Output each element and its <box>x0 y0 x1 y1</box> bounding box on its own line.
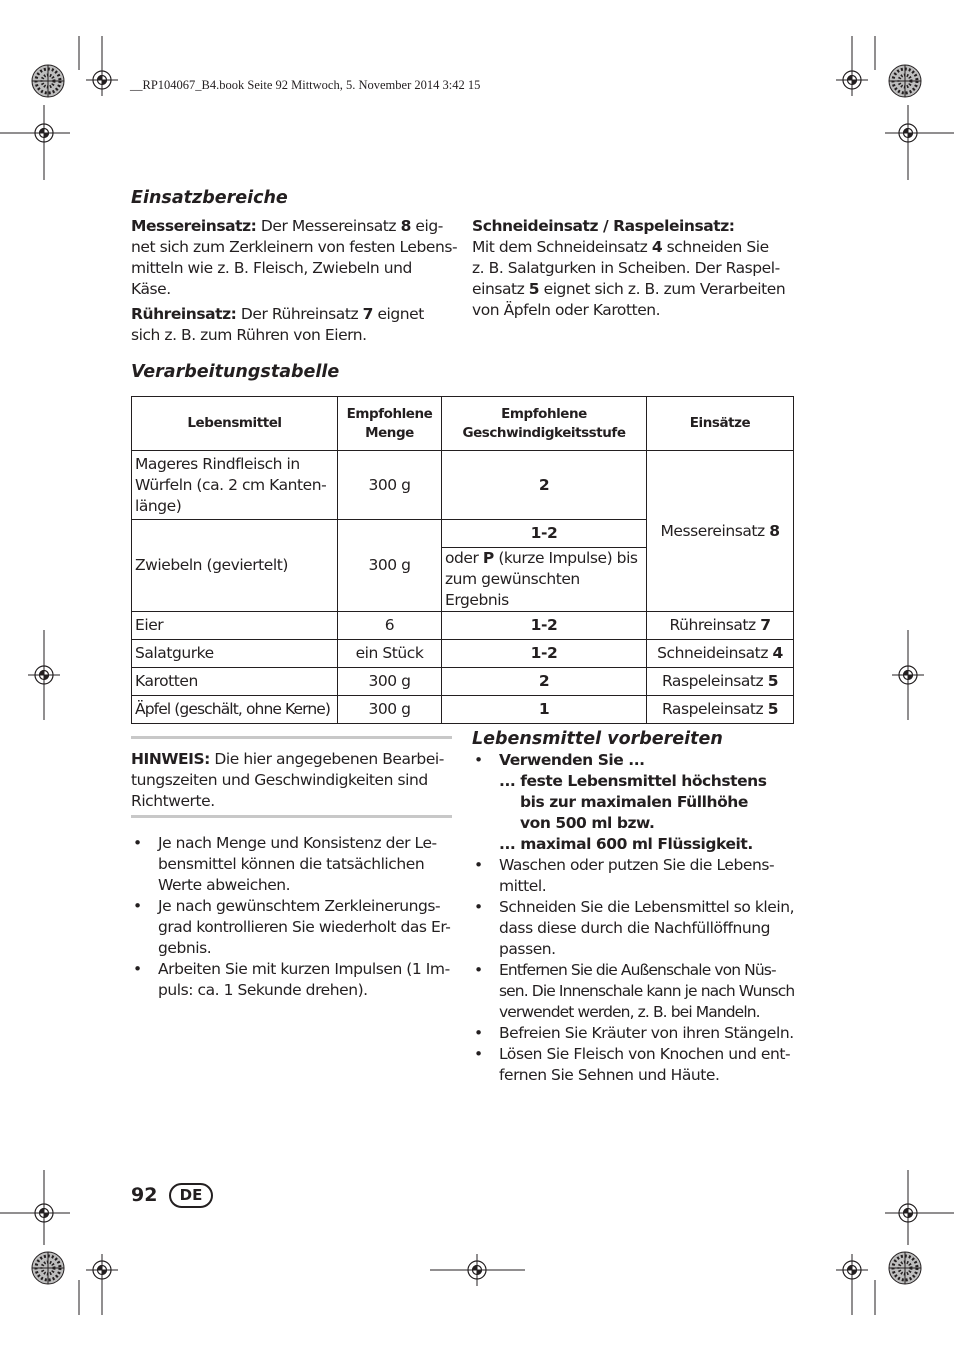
page-number: 92 <box>131 1184 158 1206</box>
text-line: puls: ca. 1 Sekunde drehen). <box>158 981 368 999</box>
note-bottom-rule <box>131 815 452 818</box>
cell-food <box>132 451 338 520</box>
text: Mit dem Schneideinsatz <box>472 238 652 256</box>
text-line: sich z. B. zum Rühren von Eiern. <box>131 326 367 344</box>
text-line: mittel. <box>499 877 547 895</box>
text-line: von Äpfeln oder Karotten. <box>472 301 661 319</box>
text-line: ... feste Lebensmittel höchstens <box>499 772 767 790</box>
header-line: Menge <box>365 424 414 441</box>
text-line: gebnis. <box>158 939 212 957</box>
section-title-einsatzbereiche: Einsatzbereiche <box>131 188 288 208</box>
text-line: • Lösen Sie Fleisch von Knochen und ent- <box>499 1045 791 1063</box>
part-number: 5 <box>528 280 540 298</box>
cell-speed: 1-2 <box>442 612 647 640</box>
cell-line: länge) <box>135 496 182 515</box>
messereinsatz-paragraph <box>131 216 461 300</box>
header-line: Empfohlene <box>501 405 587 422</box>
pulse-key: P <box>482 549 494 567</box>
section-title-vorbereiten: Lebensmittel vorbereiten <box>472 729 723 749</box>
header-inserts: Einsätze <box>647 397 794 451</box>
table-row <box>132 696 794 724</box>
list-item <box>472 1023 802 1044</box>
text-line: z. B. Salatgurken in Scheiben. Der Raspel- <box>472 259 780 277</box>
text: eignet sich z. B. zum Verarbeiten <box>539 280 786 298</box>
insert-number: 4 <box>772 644 783 662</box>
table-row <box>132 640 794 668</box>
insert-label: Rühreinsatz <box>669 616 761 634</box>
list-item <box>472 855 802 897</box>
cell-speed: 2 <box>442 451 647 520</box>
text-line: dass diese durch die Nachfüllöffnung <box>499 919 771 937</box>
cell-line: Würfeln (ca. 2 cm Kanten- <box>135 475 327 494</box>
text: Die hier angegebenen Bearbei- <box>209 750 444 768</box>
insert-label: Raspeleinsatz <box>661 700 768 718</box>
cell-amount: 300 g <box>338 668 442 696</box>
cell-speed: 1 <box>442 696 647 724</box>
section-title-verarbeitungstabelle: Verarbeitungstabelle <box>131 362 340 382</box>
insert-number: 7 <box>760 616 771 634</box>
text-line: tungszeiten und Geschwindigkeiten sind <box>131 771 428 789</box>
header-food: Lebensmittel <box>132 397 338 451</box>
text-line: • Arbeiten Sie mit kurzen Impulsen (1 Im- <box>158 960 450 978</box>
schneideinsatz-label: Schneideinsatz / Raspeleinsatz: <box>472 217 735 235</box>
note-hinweis <box>131 749 456 812</box>
cell-speed-alternative <box>442 548 647 612</box>
language-badge: DE <box>169 1183 213 1208</box>
text-line: • Schneiden Sie die Lebensmittel so klein, <box>499 898 795 916</box>
cell-food: Zwiebeln (geviertelt) <box>132 520 338 612</box>
insert-label: Raspeleinsatz <box>661 672 768 690</box>
text-line: • Befreien Sie Kräuter von ihren Stängeln. <box>499 1024 794 1042</box>
cell-insert <box>647 612 794 640</box>
cell-speed: 1-2 <box>442 520 647 548</box>
cell-amount: ein Stück <box>338 640 442 668</box>
preparation-list <box>472 750 802 1086</box>
processing-table <box>131 396 794 724</box>
note-top-rule <box>131 736 452 739</box>
text-line: passen. <box>499 940 556 958</box>
list-item <box>131 959 461 1001</box>
text-line: • Waschen oder putzen Sie die Lebens- <box>499 856 775 874</box>
text: schneiden Sie <box>662 238 769 256</box>
text-line: von 500 ml bzw. <box>520 814 655 832</box>
part-number: 8 <box>400 217 411 235</box>
cell-food: Salatgurke <box>132 640 338 668</box>
cell-insert <box>647 451 794 612</box>
text-line: bensmittel können die tatsächlichen <box>158 855 425 873</box>
insert-label: Messereinsatz <box>660 521 770 540</box>
text-line: net sich zum Zerkleinern von festen Lebens- <box>131 238 458 256</box>
table-row <box>132 451 794 520</box>
cell-speed: 1-2 <box>442 640 647 668</box>
table-row <box>132 612 794 640</box>
list-item <box>472 897 802 960</box>
cell-line: zum gewünschten Ergebnis <box>445 570 580 609</box>
text-line: Richtwerte. <box>131 792 215 810</box>
text-line: • Entfernen Sie die Außenschale von Nüs- <box>499 961 776 979</box>
cell-amount: 300 g <box>338 451 442 520</box>
text-line: ... maximal 600 ml Flüssigkeit. <box>499 835 753 853</box>
schneideinsatz-paragraph <box>472 216 802 321</box>
cell-food: Karotten <box>132 668 338 696</box>
text-line: sen. Die Innenschale kann je nach Wunsch <box>499 982 795 1000</box>
insert-number: 5 <box>767 700 779 718</box>
cell-insert <box>647 696 794 724</box>
cell-amount: 300 g <box>338 696 442 724</box>
text-line: verwendet werden, z. B. bei Mandeln. <box>499 1003 760 1021</box>
text-line: Werte abweichen. <box>158 876 291 894</box>
list-item <box>472 1044 802 1086</box>
insert-label: Schneideinsatz <box>657 644 773 662</box>
ruehreinsatz-label: Rühreinsatz: <box>131 305 237 323</box>
text: oder <box>445 549 483 567</box>
cell-insert <box>647 668 794 696</box>
table-header-row <box>132 397 794 451</box>
insert-number: 8 <box>769 521 780 540</box>
list-item <box>472 750 802 855</box>
cell-insert <box>647 640 794 668</box>
cell-food: Eier <box>132 612 338 640</box>
text-line: • Je nach gewünschtem Zerkleinerungs- <box>158 897 441 915</box>
text: eignet <box>372 305 424 323</box>
text-line: fernen Sie Sehnen und Häute. <box>499 1066 720 1084</box>
ruehreinsatz-paragraph <box>131 304 461 346</box>
cell-line: Mageres Rindfleisch in <box>135 454 300 473</box>
list-item <box>472 960 802 1023</box>
book-file-line: __RP104067_B4.book Seite 92 Mittwoch, 5. November 2014 3:42 15 <box>130 78 481 92</box>
text: (kurze Impulse) bis <box>493 549 638 567</box>
list-item <box>131 833 461 896</box>
header-line: Empfohlene <box>346 405 433 422</box>
header-line: Geschwindigkeitsstufe <box>462 424 626 441</box>
part-number: 4 <box>651 238 663 256</box>
insert-number: 5 <box>767 672 779 690</box>
text: eig- <box>410 217 443 235</box>
cell-amount: 6 <box>338 612 442 640</box>
text: Der Rühreinsatz <box>236 305 363 323</box>
table-row <box>132 668 794 696</box>
cell-food: Äpfel (geschält, ohne Kerne) <box>132 696 338 724</box>
text-line: • Verwenden Sie ... <box>499 751 645 769</box>
text-line: grad kontrollieren Sie wiederholt das Er- <box>158 918 451 936</box>
cell-amount: 300 g <box>338 520 442 612</box>
text-line: • Je nach Menge und Konsistenz der Le- <box>158 834 437 852</box>
header-amount <box>338 397 442 451</box>
note-label: HINWEIS: <box>131 750 210 768</box>
part-number: 7 <box>362 305 373 323</box>
text-line: mitteln wie z. B. Fleisch, Zwiebeln und <box>131 259 412 277</box>
cell-speed: 2 <box>442 668 647 696</box>
list-item <box>131 896 461 959</box>
tips-list <box>131 833 461 1001</box>
text-line: Käse. <box>131 280 171 298</box>
header-speed <box>442 397 647 451</box>
messereinsatz-label: Messereinsatz: <box>131 217 257 235</box>
text: einsatz <box>472 280 529 298</box>
text-line: bis zur maximalen Füllhöhe <box>520 793 748 811</box>
text: Der Messereinsatz <box>256 217 401 235</box>
